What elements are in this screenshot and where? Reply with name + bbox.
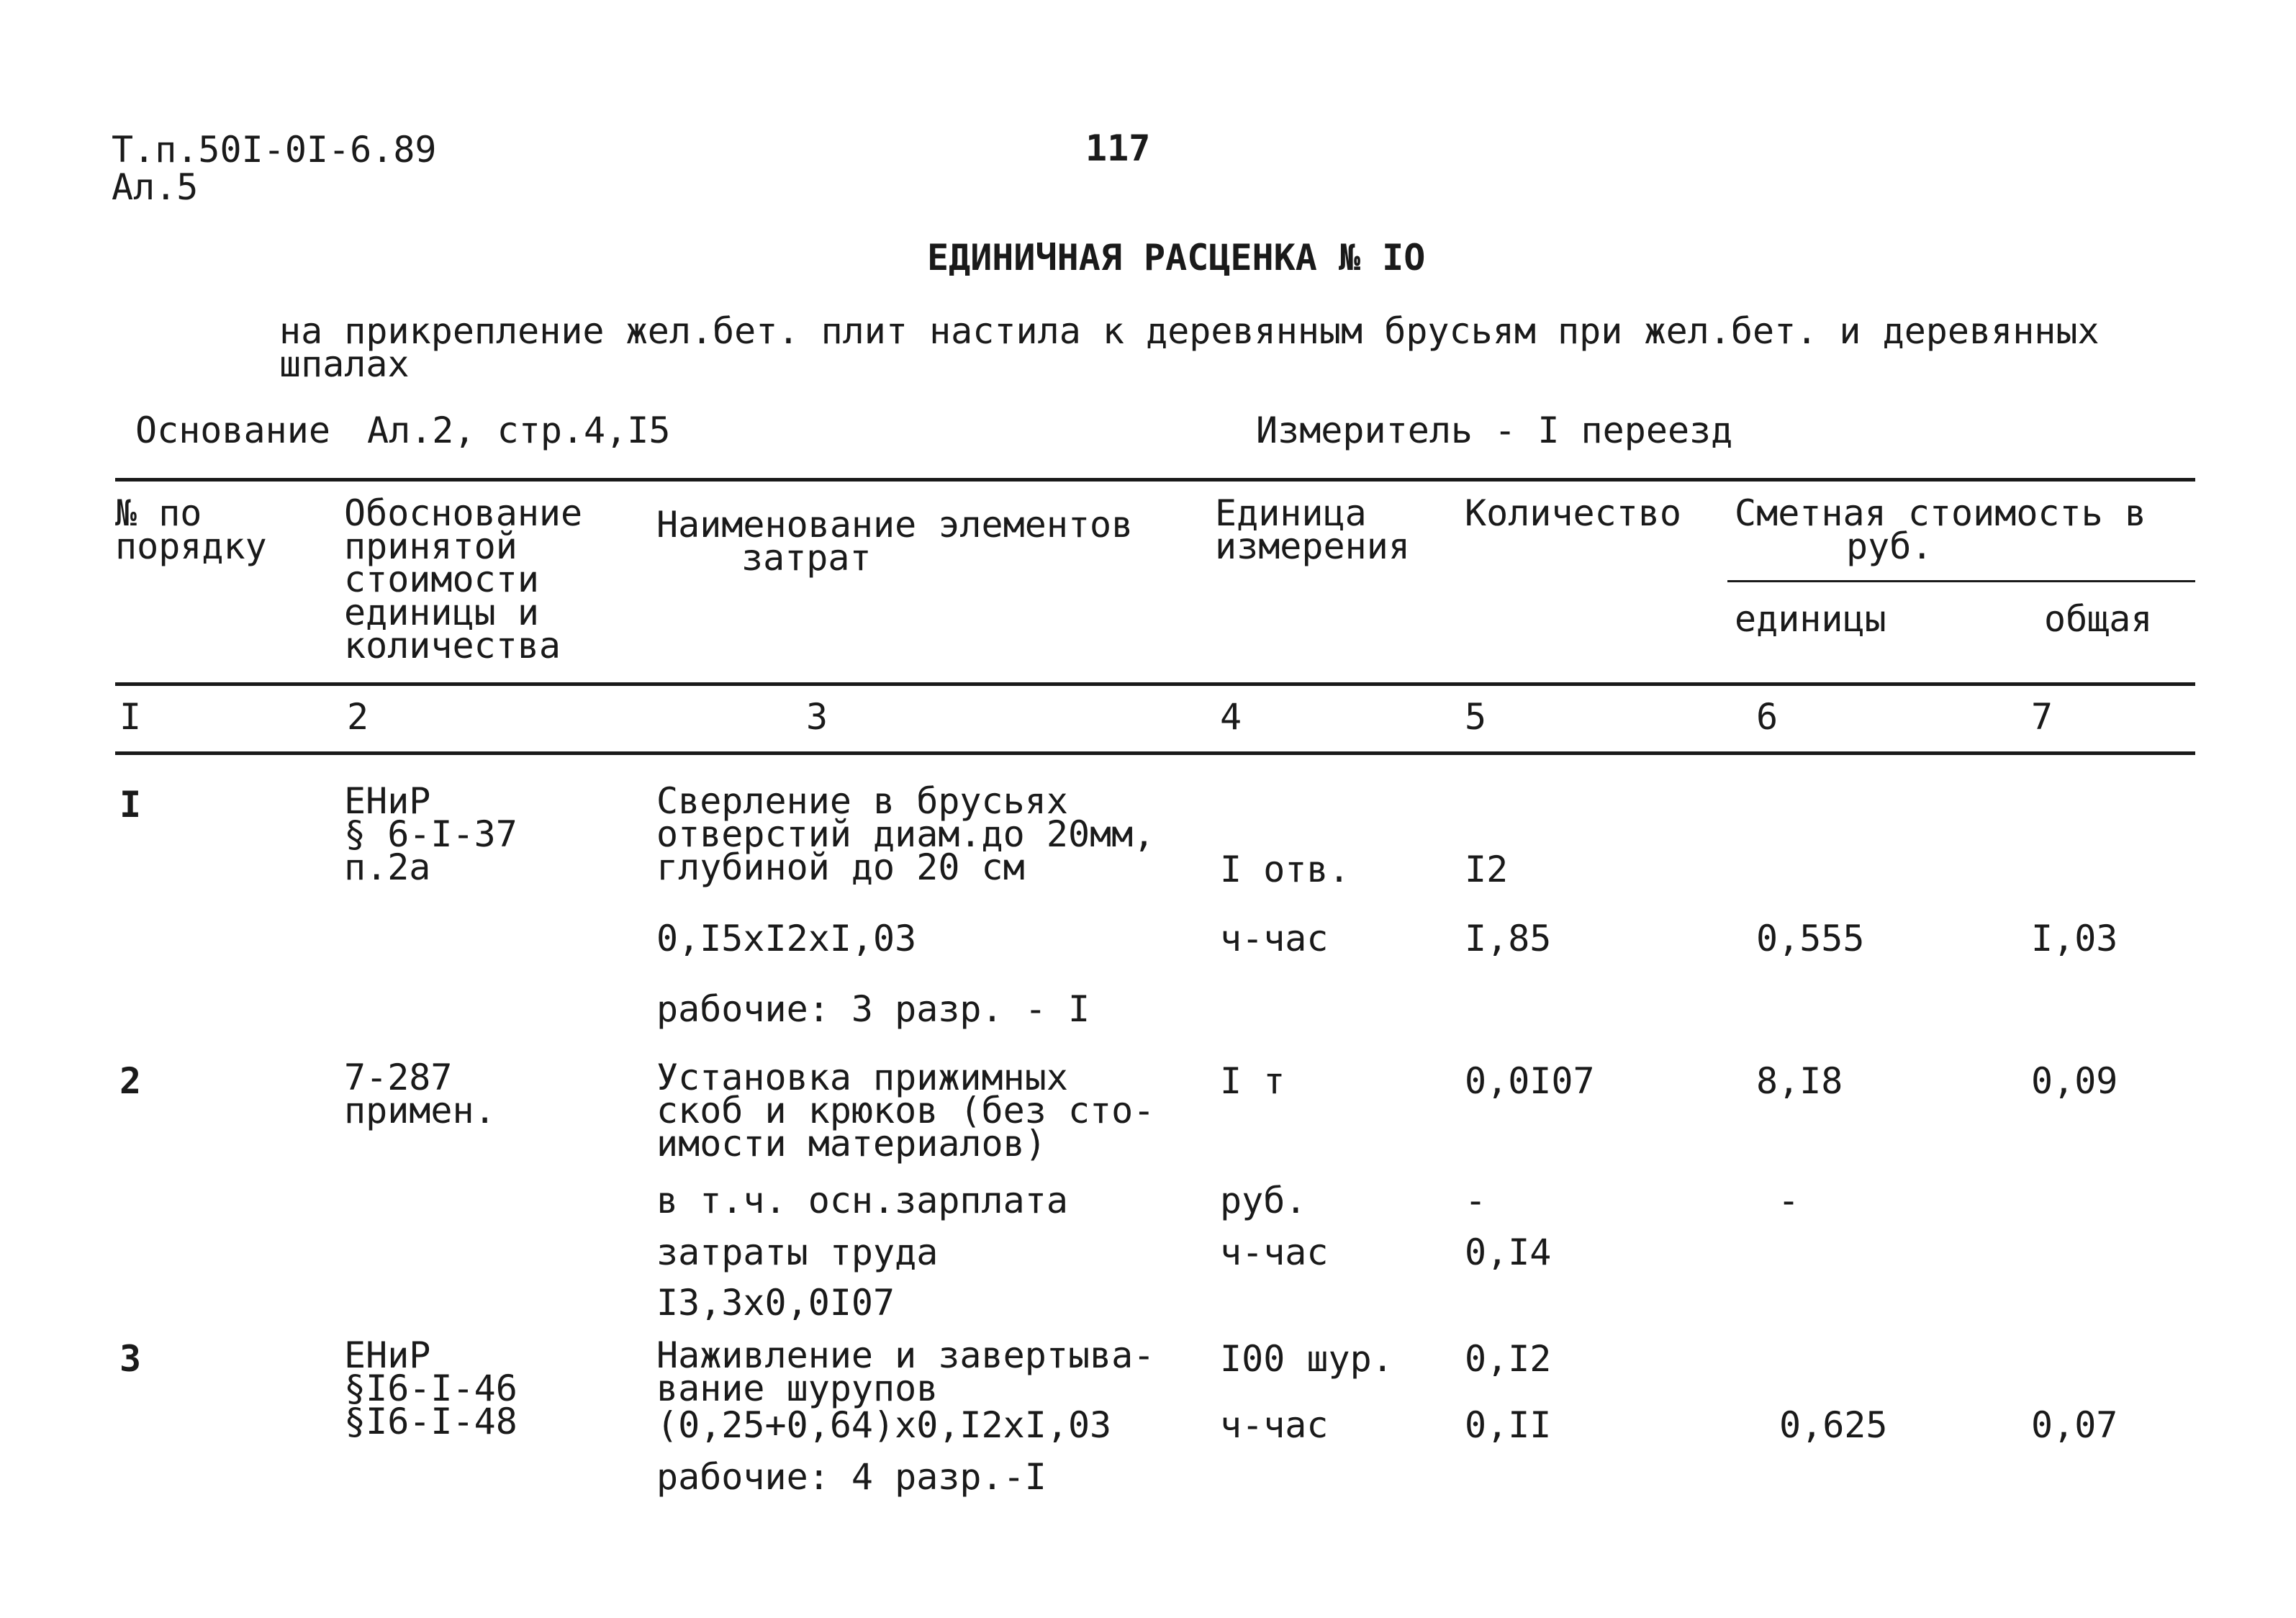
- row-2-labor-calc: I3,3x0,0I07: [656, 1282, 895, 1324]
- row-2-unit-cost: 8,I8: [1756, 1060, 1843, 1102]
- subtitle-line-2: шпалах: [279, 343, 410, 385]
- col-number-7: 7: [2031, 696, 2053, 738]
- row-1-calc-quantity: I,85: [1465, 918, 1552, 959]
- row-3-unit: I00 шур.: [1220, 1338, 1393, 1380]
- table-top-rule: [115, 478, 2195, 482]
- row-1-workers: рабочие: 3 разр. - I: [656, 988, 1090, 1030]
- row-3-number: 3: [119, 1338, 142, 1380]
- row-3-calc-quantity: 0,II: [1465, 1404, 1552, 1446]
- col-number-3: 3: [806, 696, 828, 738]
- basis-label: Основание: [135, 410, 330, 451]
- row-3-quantity: 0,I2: [1465, 1338, 1552, 1380]
- row-2-wage-label: в т.ч. осн.зарплата: [656, 1180, 1068, 1221]
- col-header-quantity: Количество: [1465, 492, 1682, 534]
- col-header-cost: Сметная стоимость в руб.: [1735, 492, 2146, 567]
- row-3-name: Наживление и завертыва- вание шурупов: [656, 1334, 1155, 1409]
- row-1-total-cost: I,03: [2031, 918, 2118, 959]
- col-header-basis: Обоснование принятой стоимости единицы и количества: [344, 492, 583, 666]
- row-2-total-cost: 0,09: [2031, 1060, 2118, 1102]
- row-2-labor-unit: ч-час: [1220, 1231, 1329, 1273]
- col-number-4: 4: [1220, 696, 1242, 738]
- row-2-labor-quantity: 0,I4: [1465, 1231, 1552, 1273]
- row-2-wage-cost: -: [1778, 1180, 1800, 1221]
- header-bottom-rule: [115, 682, 2195, 686]
- row-2-quantity: 0,0I07: [1465, 1060, 1595, 1102]
- row-1-unit-cost: 0,555: [1756, 918, 1865, 959]
- row-2-unit: I т: [1220, 1060, 1285, 1102]
- page-number: 117: [1085, 127, 1151, 169]
- row-1-calc-unit: ч-час: [1220, 918, 1329, 959]
- col-header-number: № по порядку: [115, 492, 267, 567]
- row-1-calc: 0,I5xI2xI,03: [656, 918, 917, 959]
- col-header-name: Наименование элементов затрат: [656, 504, 1134, 579]
- col-header-unit-cost: единицы: [1735, 598, 1886, 640]
- row-1-unit: I отв.: [1220, 849, 1350, 890]
- album-number: Ал.5: [112, 166, 199, 208]
- row-3-unit-cost: 0,625: [1779, 1404, 1888, 1446]
- row-2-basis: 7-287 примен.: [344, 1057, 496, 1131]
- subtitle-line-1: на прикрепление жел.бет. плит настила к деревянным брусьям при жел.бет. и деревянных: [279, 310, 2100, 352]
- col-number-6: 6: [1756, 696, 1779, 738]
- basis-value: Ал.2, стр.4,I5: [367, 410, 671, 451]
- row-3-total-cost: 0,07: [2031, 1404, 2118, 1446]
- row-2-wage-unit: руб.: [1220, 1180, 1307, 1221]
- col-header-total-cost: общая: [2044, 598, 2153, 640]
- document-code: Т.п.50I-0I-6.89: [112, 129, 437, 171]
- row-2-number: 2: [119, 1060, 142, 1102]
- col-header-unit: Единица измерения: [1215, 492, 1410, 567]
- row-3-workers: рабочие: 4 разр.-I: [656, 1456, 1047, 1498]
- row-1-basis: ЕНиР § 6-I-37 п.2а: [344, 780, 517, 888]
- row-2-wage-quantity: -: [1465, 1180, 1487, 1221]
- row-1-number: I: [119, 784, 142, 826]
- col-number-1: I: [119, 696, 142, 738]
- column-numbers-rule: [115, 751, 2195, 755]
- col-number-5: 5: [1465, 696, 1487, 738]
- row-3-calc-unit: ч-час: [1220, 1404, 1329, 1446]
- row-3-basis: ЕНиР §I6-I-46 §I6-I-48: [344, 1334, 517, 1442]
- row-1-quantity: I2: [1465, 849, 1509, 890]
- row-1-name: Сверление в брусьях отверстий диам.до 20мм, глубиной до 20 см: [656, 780, 1155, 888]
- row-3-calc: (0,25+0,64)x0,I2xI,03: [656, 1404, 1112, 1446]
- cost-subheader-rule: [1727, 580, 2195, 582]
- col-number-2: 2: [347, 696, 369, 738]
- page-title: ЕДИНИЧНАЯ РАСЦЕНКА № IO: [927, 237, 1426, 279]
- row-2-labor-label: затраты труда: [656, 1231, 939, 1273]
- row-2-name: Установка прижимных скоб и крюков (без сто- имости материалов): [656, 1057, 1155, 1165]
- measure-unit: Измеритель - I переезд: [1256, 410, 1733, 451]
